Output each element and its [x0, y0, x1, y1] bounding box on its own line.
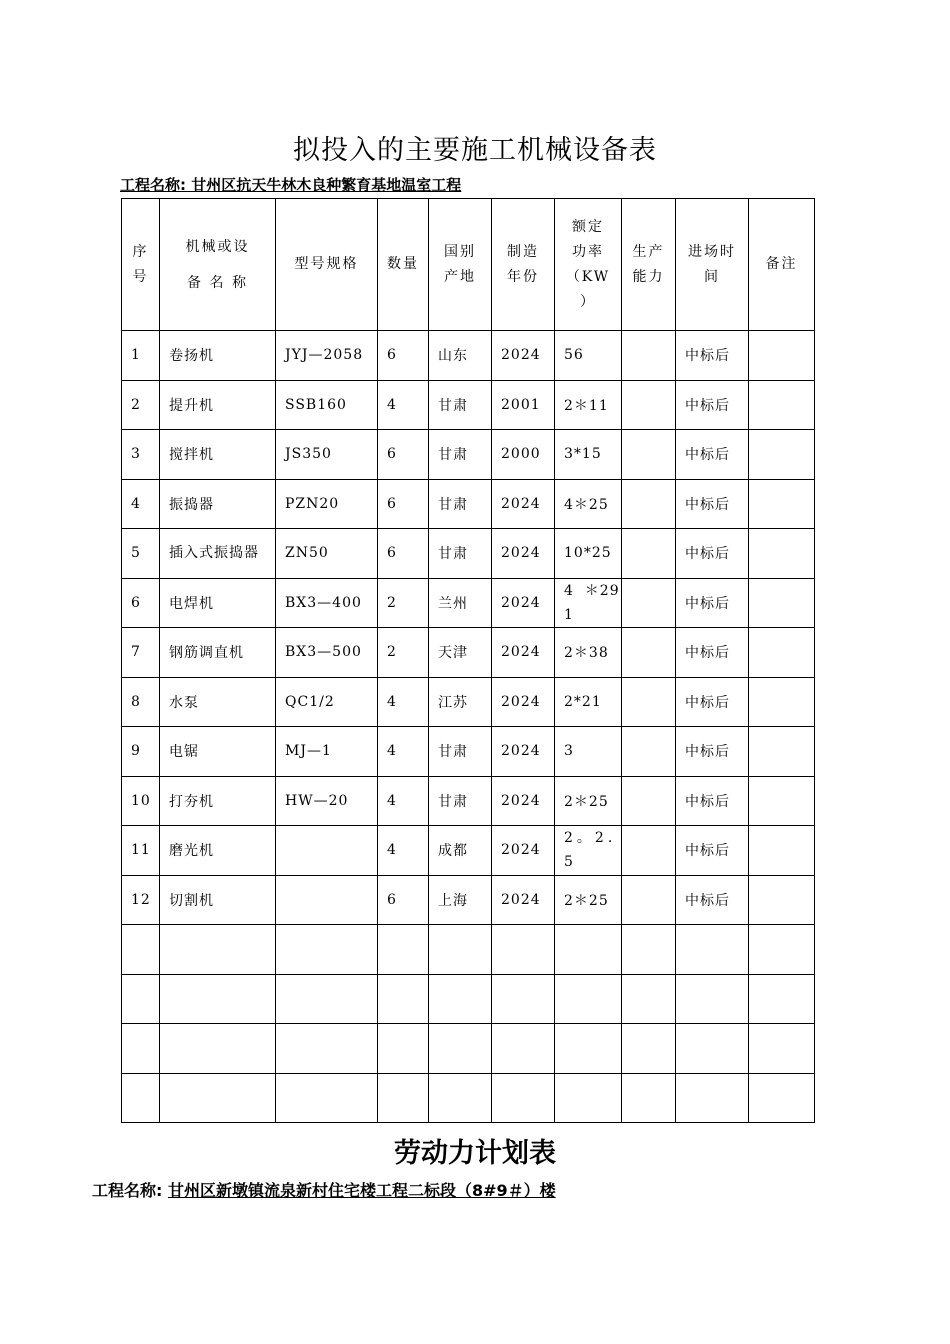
project-name: 工程名称: 甘州区抗天牛林木良种繁育基地温室工程: [120, 176, 462, 194]
cell-index: 1: [122, 331, 160, 381]
cell-index: [122, 925, 160, 975]
cell-quantity: [378, 925, 429, 975]
table-row-empty: [122, 925, 815, 975]
cell-quantity: [378, 974, 429, 1024]
cell-origin: [429, 925, 492, 975]
table-row-empty: [122, 1073, 815, 1123]
table-row: [122, 677, 815, 727]
cell-year: 2024: [492, 479, 555, 529]
table-row-empty: [122, 974, 815, 1024]
cell-capacity: [622, 479, 676, 529]
table-row: [122, 776, 815, 826]
cell-name: 振捣器: [160, 479, 276, 529]
cell-capacity: [622, 974, 676, 1024]
cell-index: 6: [122, 578, 160, 628]
cell-entry-time: 中标后: [676, 578, 749, 628]
cell-model: [276, 1024, 378, 1074]
col-header-power: 额定 功率 （KW ）: [555, 199, 622, 331]
cell-remarks: [749, 974, 815, 1024]
cell-origin: [429, 974, 492, 1024]
cell-entry-time: [676, 1024, 749, 1074]
cell-entry-time: 中标后: [676, 479, 749, 529]
cell-capacity: [622, 430, 676, 480]
cell-year: 2000: [492, 430, 555, 480]
cell-quantity: [378, 1024, 429, 1074]
col-header-origin: 国别 产地: [429, 199, 492, 331]
cell-remarks: [749, 529, 815, 579]
table-row: [122, 628, 815, 678]
cell-name: [160, 925, 276, 975]
cell-year: [492, 974, 555, 1024]
cell-entry-time: 中标后: [676, 677, 749, 727]
cell-name: 电焊机: [160, 578, 276, 628]
cell-model: PZN20: [276, 479, 378, 529]
col-header-year: 制造 年份: [492, 199, 555, 331]
cell-origin: 甘肃: [429, 380, 492, 430]
cell-origin: 甘肃: [429, 529, 492, 579]
cell-quantity: [378, 1073, 429, 1123]
cell-year: [492, 1024, 555, 1074]
cell-capacity: [622, 529, 676, 579]
cell-model: [276, 1073, 378, 1123]
table-row: [122, 430, 815, 480]
cell-capacity: [622, 875, 676, 925]
table-row: [122, 479, 815, 529]
cell-name: 提升机: [160, 380, 276, 430]
cell-power: 3: [555, 727, 622, 777]
cell-origin: 甘肃: [429, 727, 492, 777]
cell-origin: 甘肃: [429, 776, 492, 826]
cell-entry-time: 中标后: [676, 776, 749, 826]
cell-year: 2024: [492, 776, 555, 826]
cell-quantity: 4: [378, 727, 429, 777]
cell-index: [122, 974, 160, 1024]
cell-quantity: 6: [378, 479, 429, 529]
cell-name: 钢筋调直机: [160, 628, 276, 678]
cell-index: 3: [122, 430, 160, 480]
cell-name: 切割机: [160, 875, 276, 925]
cell-origin: 天津: [429, 628, 492, 678]
cell-remarks: [749, 1024, 815, 1074]
cell-capacity: [622, 1073, 676, 1123]
cell-entry-time: 中标后: [676, 628, 749, 678]
cell-capacity: [622, 628, 676, 678]
cell-capacity: [622, 1024, 676, 1074]
cell-remarks: [749, 677, 815, 727]
cell-origin: 甘肃: [429, 430, 492, 480]
table-row: [122, 826, 815, 876]
cell-remarks: [749, 430, 815, 480]
cell-remarks: [749, 776, 815, 826]
cell-origin: [429, 1024, 492, 1074]
cell-power: [555, 974, 622, 1024]
cell-year: 2024: [492, 875, 555, 925]
cell-power: 3*15: [555, 430, 622, 480]
cell-power: 2*21: [555, 677, 622, 727]
col-header-model: 型号规格: [276, 199, 378, 331]
col-header-remarks: 备注: [749, 199, 815, 331]
cell-remarks: [749, 578, 815, 628]
cell-index: [122, 1073, 160, 1123]
project-label: 工程名称:: [92, 1181, 163, 1200]
cell-capacity: [622, 776, 676, 826]
cell-model: JS350: [276, 430, 378, 480]
cell-year: 2001: [492, 380, 555, 430]
cell-quantity: 2: [378, 578, 429, 628]
cell-capacity: [622, 380, 676, 430]
cell-model: SSB160: [276, 380, 378, 430]
cell-model: QC1/2: [276, 677, 378, 727]
cell-model: BX3—400: [276, 578, 378, 628]
table-row: [122, 727, 815, 777]
table-row: [122, 380, 815, 430]
cell-index: 7: [122, 628, 160, 678]
cell-origin: [429, 1073, 492, 1123]
cell-power: 2＊38: [555, 628, 622, 678]
cell-power: 56: [555, 331, 622, 381]
cell-index: 4: [122, 479, 160, 529]
cell-entry-time: 中标后: [676, 826, 749, 876]
cell-index: 12: [122, 875, 160, 925]
cell-name: 插入式振捣器: [160, 529, 276, 579]
cell-name: 水泵: [160, 677, 276, 727]
cell-entry-time: 中标后: [676, 529, 749, 579]
cell-capacity: [622, 677, 676, 727]
cell-power: 10*25: [555, 529, 622, 579]
equipment-table: [121, 198, 815, 1123]
cell-power: 2。2.5: [555, 826, 622, 876]
cell-year: 2024: [492, 529, 555, 579]
table-row: [122, 875, 815, 925]
cell-remarks: [749, 479, 815, 529]
cell-model: MJ—1: [276, 727, 378, 777]
cell-origin: 甘肃: [429, 479, 492, 529]
cell-index: 2: [122, 380, 160, 430]
cell-entry-time: [676, 974, 749, 1024]
cell-name: 电锯: [160, 727, 276, 777]
cell-name: 打夯机: [160, 776, 276, 826]
cell-capacity: [622, 331, 676, 381]
cell-remarks: [749, 380, 815, 430]
cell-year: 2024: [492, 578, 555, 628]
cell-name: [160, 1024, 276, 1074]
cell-entry-time: [676, 1073, 749, 1123]
cell-capacity: [622, 727, 676, 777]
cell-name: 卷扬机: [160, 331, 276, 381]
cell-remarks: [749, 628, 815, 678]
cell-index: 8: [122, 677, 160, 727]
cell-entry-time: 中标后: [676, 331, 749, 381]
cell-index: 5: [122, 529, 160, 579]
cell-capacity: [622, 826, 676, 876]
table-row-empty: [122, 1024, 815, 1074]
cell-entry-time: 中标后: [676, 430, 749, 480]
cell-model: [276, 826, 378, 876]
cell-model: ZN50: [276, 529, 378, 579]
cell-remarks: [749, 925, 815, 975]
cell-year: [492, 925, 555, 975]
cell-power: [555, 925, 622, 975]
col-header-capacity: 生产 能力: [622, 199, 676, 331]
cell-remarks: [749, 331, 815, 381]
cell-power: 2＊25: [555, 875, 622, 925]
cell-entry-time: 中标后: [676, 727, 749, 777]
cell-model: HW—20: [276, 776, 378, 826]
cell-power: 4 ＊291: [555, 578, 622, 628]
cell-origin: 兰州: [429, 578, 492, 628]
cell-name: [160, 974, 276, 1024]
cell-power: 4＊25: [555, 479, 622, 529]
cell-remarks: [749, 1073, 815, 1123]
cell-model: JYJ—2058: [276, 331, 378, 381]
cell-quantity: 4: [378, 380, 429, 430]
cell-quantity: 2: [378, 628, 429, 678]
cell-name: 搅拌机: [160, 430, 276, 480]
section-title-labor-plan: 劳动力计划表: [394, 1138, 556, 1169]
cell-origin: 山东: [429, 331, 492, 381]
cell-power: [555, 1024, 622, 1074]
cell-power: [555, 1073, 622, 1123]
cell-model: [276, 875, 378, 925]
cell-name: [160, 1073, 276, 1123]
cell-year: 2024: [492, 331, 555, 381]
table-header-row: [122, 199, 815, 331]
cell-quantity: 4: [378, 826, 429, 876]
cell-model: [276, 974, 378, 1024]
cell-year: [492, 1073, 555, 1123]
col-header-name: 机械或设 备 名 称: [160, 199, 276, 331]
cell-origin: 江苏: [429, 677, 492, 727]
cell-year: 2024: [492, 677, 555, 727]
cell-quantity: 4: [378, 677, 429, 727]
cell-index: [122, 1024, 160, 1074]
cell-entry-time: 中标后: [676, 380, 749, 430]
cell-year: 2024: [492, 826, 555, 876]
cell-model: [276, 925, 378, 975]
cell-index: 11: [122, 826, 160, 876]
cell-index: 10: [122, 776, 160, 826]
table-row: [122, 578, 815, 628]
cell-quantity: 6: [378, 331, 429, 381]
cell-capacity: [622, 578, 676, 628]
cell-quantity: 6: [378, 529, 429, 579]
col-header-quantity: 数量: [378, 199, 429, 331]
cell-remarks: [749, 727, 815, 777]
cell-quantity: 6: [378, 430, 429, 480]
cell-quantity: 6: [378, 875, 429, 925]
cell-index: 9: [122, 727, 160, 777]
cell-remarks: [749, 826, 815, 876]
cell-origin: 上海: [429, 875, 492, 925]
project-value: 甘州区新墩镇流泉新村住宅楼工程二标段（8#9＃）楼: [167, 1181, 556, 1200]
cell-power: 2＊25: [555, 776, 622, 826]
project-name-2: [92, 1178, 556, 1201]
cell-year: 2024: [492, 628, 555, 678]
cell-power: 2＊11: [555, 380, 622, 430]
page-title: 拟投入的主要施工机械设备表: [293, 135, 657, 166]
cell-entry-time: [676, 925, 749, 975]
table-row: [122, 529, 815, 579]
cell-entry-time: 中标后: [676, 875, 749, 925]
cell-quantity: 4: [378, 776, 429, 826]
cell-remarks: [749, 875, 815, 925]
cell-name: 磨光机: [160, 826, 276, 876]
cell-origin: 成都: [429, 826, 492, 876]
cell-capacity: [622, 925, 676, 975]
table-row: [122, 331, 815, 381]
cell-year: 2024: [492, 727, 555, 777]
col-header-index: 序 号: [122, 199, 160, 331]
col-header-entry-time: 进场时 间: [676, 199, 749, 331]
cell-model: BX3—500: [276, 628, 378, 678]
